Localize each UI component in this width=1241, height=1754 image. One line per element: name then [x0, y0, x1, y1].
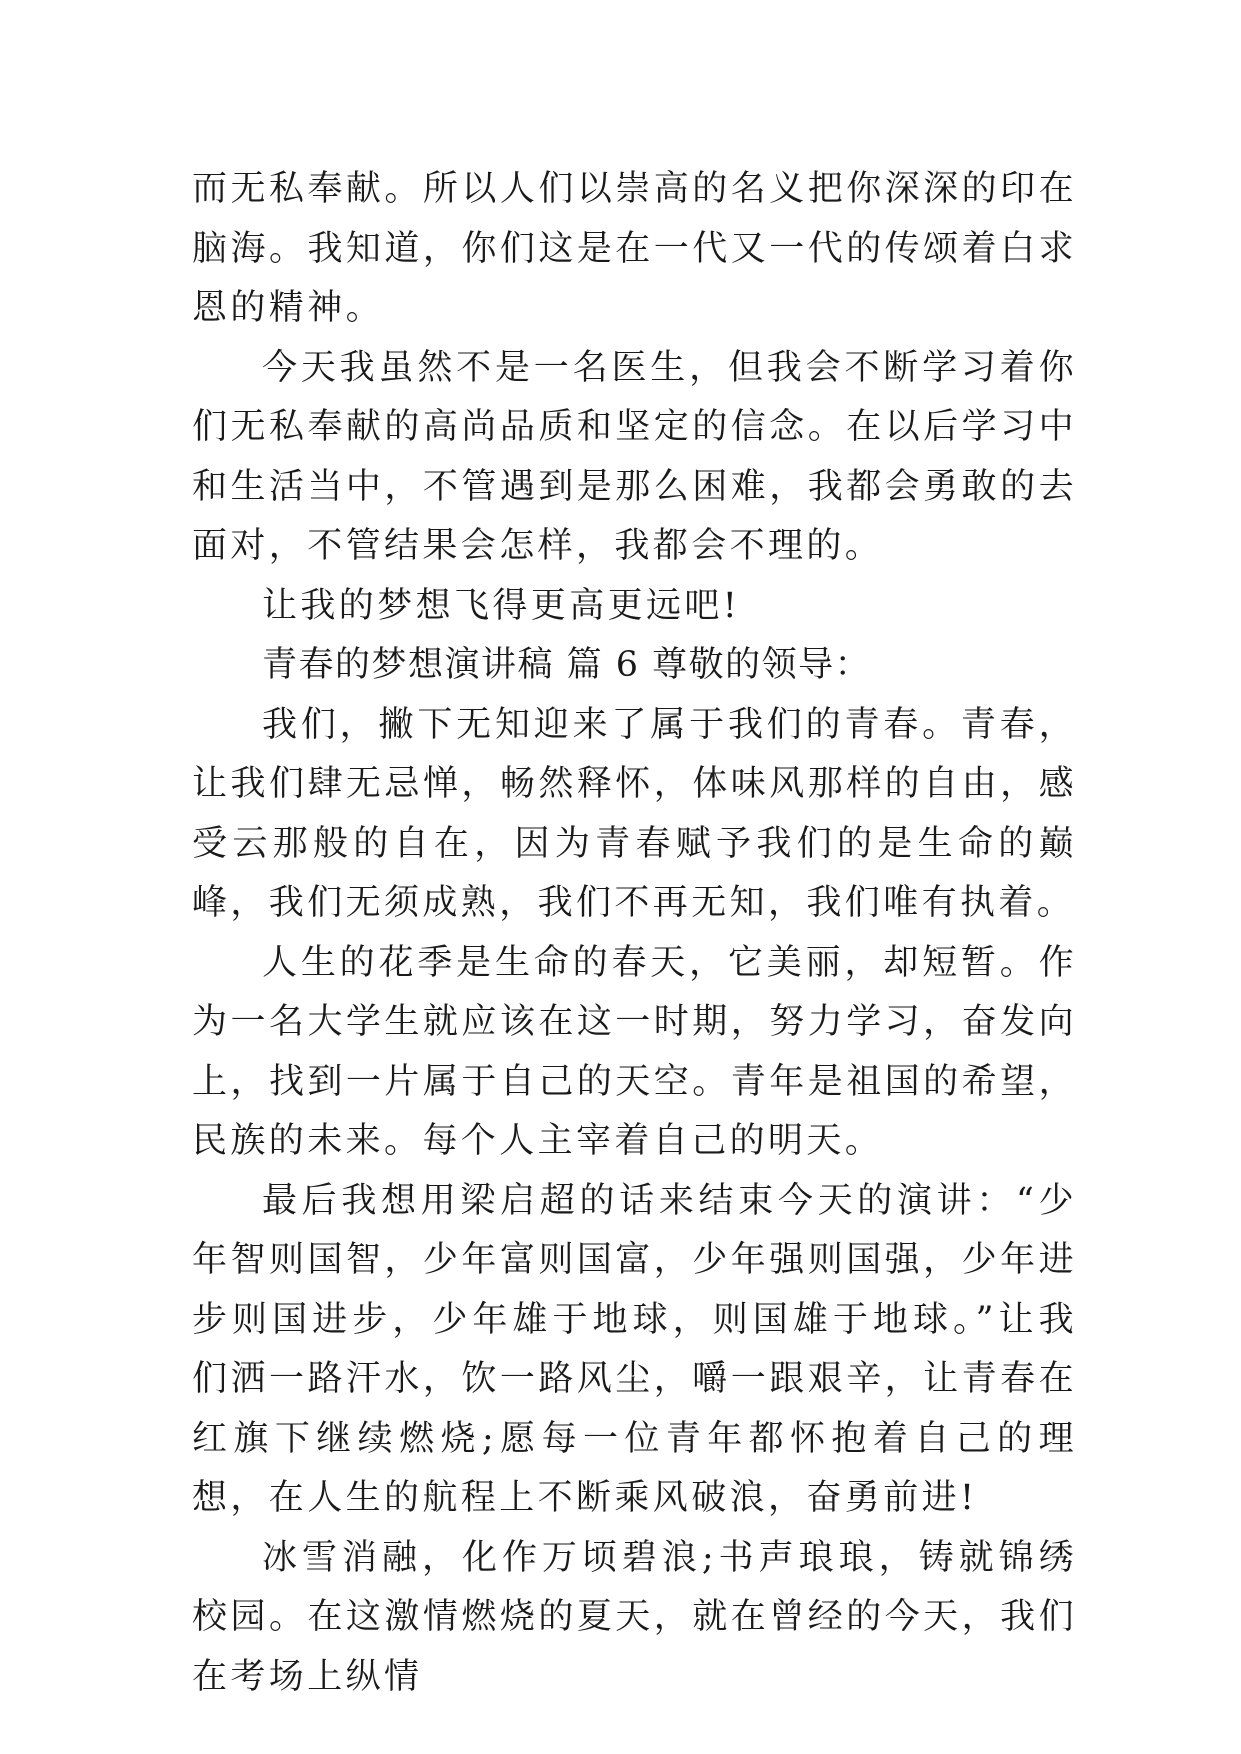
paragraph: 人生的花季是生命的春天，它美丽，却短暂。作为一名大学生就应该在这一时期，努力学习，奋发向上，找到一片属于自己的天空。青年是祖国的希望，民族的未来。每个人主宰着自己的明天。	[192, 942, 1077, 1161]
paragraph: 让我的梦想飞得更高更远吧!	[262, 585, 741, 626]
paragraph: 冰雪消融，化作万顷碧浪;书声琅琅，铸就锦绣校园。在这激情燃烧的夏天，就在曾经的今天，我们在考场上纵情	[192, 1537, 1077, 1697]
paragraph: 最后我想用梁启超的话来结束今天的演讲：“少年智则国智，少年富则国富，少年强则国强，少年进步则国进步，少年雄于地球，则国雄于地球。”让我们洒一路汗水，饮一路风尘，嚼一跟艰辛，让青春在红旗下继续燃烧;愿每一位青年都怀抱着自己的理想，在人生的航程上不断乘风破浪，奋勇前进!	[192, 1180, 1077, 1518]
paragraph: 我们，撇下无知迎来了属于我们的青春。青春，让我们肆无忌惮，畅然释怀，体味风那样的自由，感受云那般的自在，因为青春赋予我们的是生命的巅峰，我们无须成熟，我们不再无知，我们唯有执着。	[192, 704, 1077, 923]
document-body	[192, 160, 1077, 1707]
paragraph: 今天我虽然不是一名医生，但我会不断学习着你们无私奉献的高尚品质和坚定的信念。在以后学习中和生活当中，不管遇到是那么困难，我都会勇敢的去面对，不管结果会怎样，我都会不理的。	[192, 347, 1077, 566]
section-heading: 青春的梦想演讲稿 篇 6 尊敬的领导：	[262, 645, 872, 685]
paragraph: 而无私奉献。所以人们以崇高的名义把你深深的印在脑海。我知道，你们这是在一代又一代的传颂着白求恩的精神。	[192, 169, 1077, 328]
